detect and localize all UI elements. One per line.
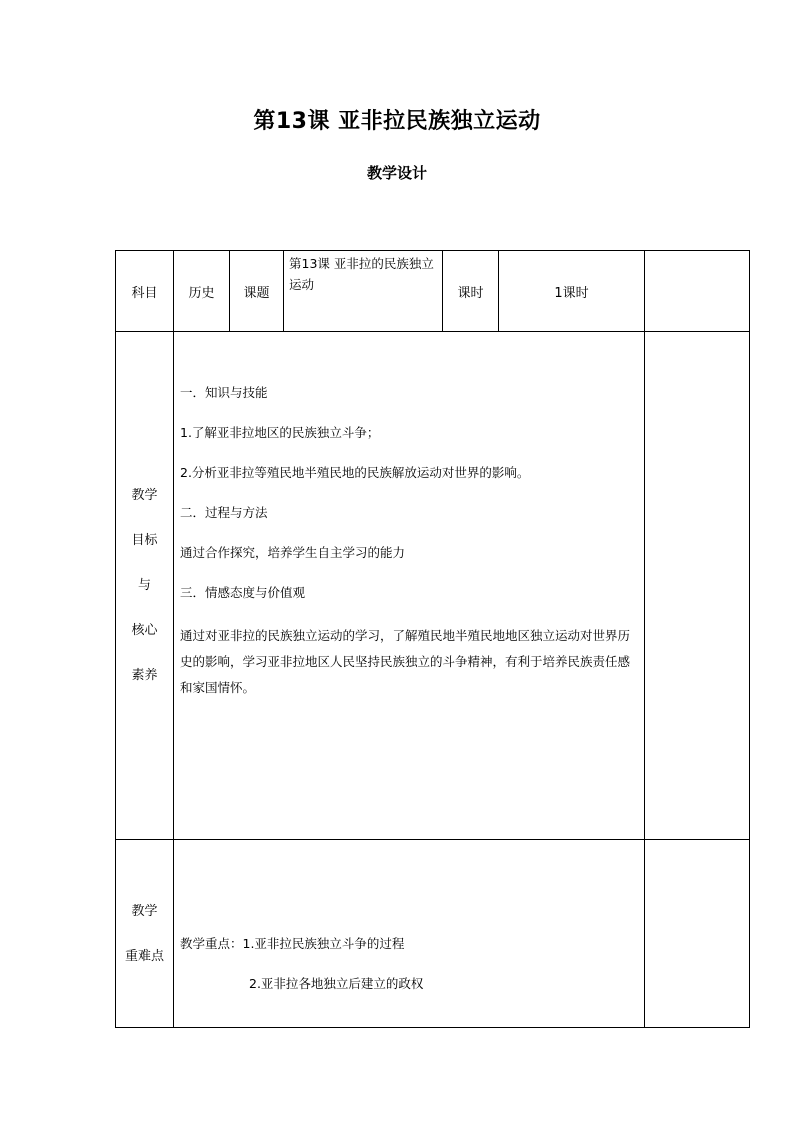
topic-value: 第13课 亚非拉的民族独立运动 — [284, 251, 443, 332]
objectives-label-line: 核心 — [131, 623, 158, 638]
header-row — [116, 251, 750, 332]
objectives-row — [116, 332, 750, 840]
lesson-plan-table — [115, 250, 750, 1028]
header-empty-cell — [645, 251, 750, 332]
knowledge-heading: 一．知识与技能 — [180, 385, 268, 400]
page-subtitle: 教学设计 — [366, 164, 427, 182]
difficulties-empty-cell — [645, 840, 750, 1028]
objectives-empty-cell — [645, 332, 750, 840]
objectives-content — [174, 332, 645, 840]
values-heading: 三．情感态度与价值观 — [180, 585, 306, 600]
objectives-label-line: 与 — [137, 578, 151, 593]
hours-value: 1课时 — [499, 251, 645, 332]
process-heading: 二．过程与方法 — [180, 505, 268, 520]
subject-value: 历史 — [174, 251, 230, 332]
key-point-1: 教学重点：1.亚非拉民族独立斗争的过程 — [180, 936, 405, 951]
difficulties-content — [174, 840, 645, 1028]
values-text: 通过对亚非拉的民族独立运动的学习，了解殖民地半殖民地地区独立运动对世界历史的影响，学习亚非拉地区人民坚持民族独立的斗争精神，有利于培养民族责任感和家国情怀。 — [180, 628, 631, 695]
subject-label: 科目 — [116, 251, 174, 332]
topic-label: 课题 — [230, 251, 284, 332]
difficulties-label — [116, 840, 174, 1028]
objectives-label — [116, 332, 174, 840]
difficulties-label-line: 教学 — [131, 903, 158, 919]
page-title: 第13课 亚非拉民族独立运动 — [253, 109, 541, 134]
hours-label: 课时 — [443, 251, 499, 332]
knowledge-item-2: 2.分析亚非拉等殖民地半殖民地的民族解放运动对世界的影响。 — [180, 465, 530, 480]
knowledge-item-1: 1.了解亚非拉地区的民族独立斗争； — [180, 425, 380, 440]
objectives-label-line: 教学 — [131, 488, 158, 503]
difficulties-label-line: 重难点 — [124, 948, 164, 964]
objectives-label-line: 目标 — [131, 533, 158, 548]
objectives-label-line: 素养 — [131, 668, 158, 683]
difficulties-row — [116, 840, 750, 1028]
key-point-2: 2.亚非拉各地独立后建立的政权 — [249, 976, 424, 991]
process-text: 通过合作探究，培养学生自主学习的能力 — [180, 545, 406, 560]
